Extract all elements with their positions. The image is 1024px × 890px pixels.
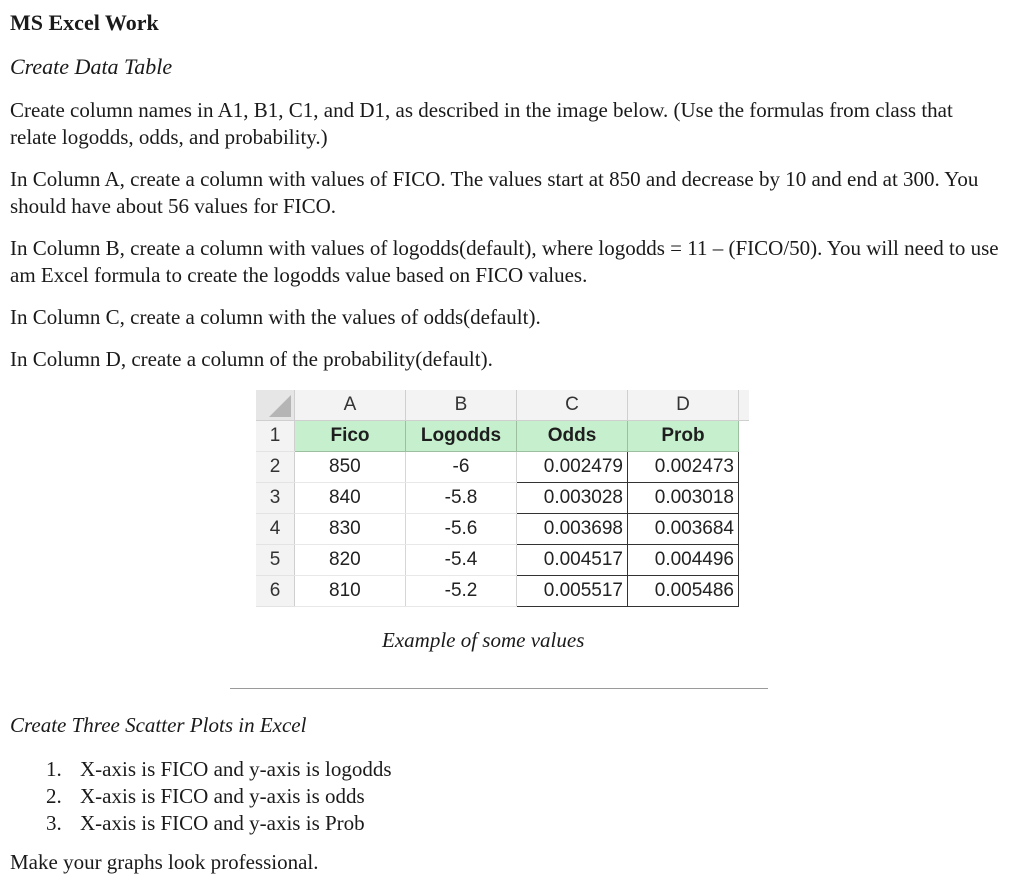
list-item-text: X-axis is FICO and y-axis is odds bbox=[80, 784, 365, 808]
section-title-data-table: Create Data Table bbox=[10, 54, 173, 79]
table-row bbox=[256, 576, 749, 607]
header-cell-prob: Prob bbox=[628, 421, 739, 452]
closing-instruction: Make your graphs look professional. bbox=[10, 850, 319, 874]
table-row bbox=[256, 514, 749, 545]
cell-prob: 0.002473 bbox=[628, 452, 739, 483]
cell-odds: 0.003028 bbox=[517, 483, 628, 514]
horizontal-divider bbox=[230, 688, 768, 689]
cell-prob: 0.005486 bbox=[628, 576, 739, 607]
cell-odds: 0.005517 bbox=[517, 576, 628, 607]
cell-fico: 840 bbox=[295, 483, 406, 514]
cell-logodds: -5.8 bbox=[406, 483, 517, 514]
column-header-d: D bbox=[628, 390, 739, 421]
list-item-number: 2. bbox=[46, 784, 62, 808]
spreadsheet-example bbox=[256, 390, 749, 607]
row-number: 5 bbox=[256, 545, 295, 576]
list-item bbox=[46, 756, 392, 783]
plot-list bbox=[46, 756, 392, 837]
cell-logodds: -5.2 bbox=[406, 576, 517, 607]
list-item bbox=[46, 810, 392, 837]
cell-odds: 0.002479 bbox=[517, 452, 628, 483]
paragraph-column-d: In Column D, create a column of the probability(default). bbox=[10, 347, 493, 371]
row-number: 1 bbox=[256, 421, 295, 452]
paragraph-column-a: In Column A, create a column with values of FICO. The values start at 850 and decrease by 10 and end at 300. You should have about 56 values for FICO. bbox=[10, 167, 979, 218]
column-header-a: A bbox=[295, 390, 406, 421]
list-item-number: 1. bbox=[46, 757, 62, 781]
select-all-triangle-icon bbox=[269, 395, 291, 417]
table-row bbox=[256, 483, 749, 514]
column-header-pad bbox=[739, 390, 750, 421]
section-title-scatter-plots: Create Three Scatter Plots in Excel bbox=[10, 713, 307, 737]
paragraph-column-names: Create column names in A1, B1, C1, and D1, as described in the image below. (Use the formulas from class that relate logodds, odds, and probability.) bbox=[10, 98, 953, 149]
cell-odds: 0.004517 bbox=[517, 545, 628, 576]
cell-prob: 0.004496 bbox=[628, 545, 739, 576]
paragraph-column-b: In Column B, create a column with values of logodds(default), where logodds = 11 – (FICO/50). You will need to use am Excel formula to create the logodds value based on FICO values. bbox=[10, 236, 999, 287]
doc-title: MS Excel Work bbox=[10, 10, 159, 35]
header-cell-odds: Odds bbox=[517, 421, 628, 452]
column-header-b: B bbox=[406, 390, 517, 421]
cell-logodds: -6 bbox=[406, 452, 517, 483]
row-number: 2 bbox=[256, 452, 295, 483]
cell-fico: 820 bbox=[295, 545, 406, 576]
row-number: 4 bbox=[256, 514, 295, 545]
cell-logodds: -5.4 bbox=[406, 545, 517, 576]
cell-prob: 0.003684 bbox=[628, 514, 739, 545]
cell-fico: 830 bbox=[295, 514, 406, 545]
table-row-header bbox=[256, 421, 749, 452]
list-item-text: X-axis is FICO and y-axis is Prob bbox=[80, 811, 365, 835]
row-number: 3 bbox=[256, 483, 295, 514]
row-number: 6 bbox=[256, 576, 295, 607]
cell-fico: 850 bbox=[295, 452, 406, 483]
select-all-corner bbox=[256, 390, 295, 421]
list-item-text: X-axis is FICO and y-axis is logodds bbox=[80, 757, 392, 781]
cell-logodds: -5.6 bbox=[406, 514, 517, 545]
header-cell-fico: Fico bbox=[295, 421, 406, 452]
table-row bbox=[256, 545, 749, 576]
list-item bbox=[46, 783, 392, 810]
table-row bbox=[256, 452, 749, 483]
cell-fico: 810 bbox=[295, 576, 406, 607]
cell-prob: 0.003018 bbox=[628, 483, 739, 514]
column-header-row bbox=[256, 390, 749, 421]
paragraph-column-c: In Column C, create a column with the values of odds(default). bbox=[10, 305, 541, 329]
list-item-number: 3. bbox=[46, 811, 62, 835]
table-caption: Example of some values bbox=[382, 628, 585, 652]
cell-odds: 0.003698 bbox=[517, 514, 628, 545]
header-cell-logodds: Logodds bbox=[406, 421, 517, 452]
column-header-c: C bbox=[517, 390, 628, 421]
